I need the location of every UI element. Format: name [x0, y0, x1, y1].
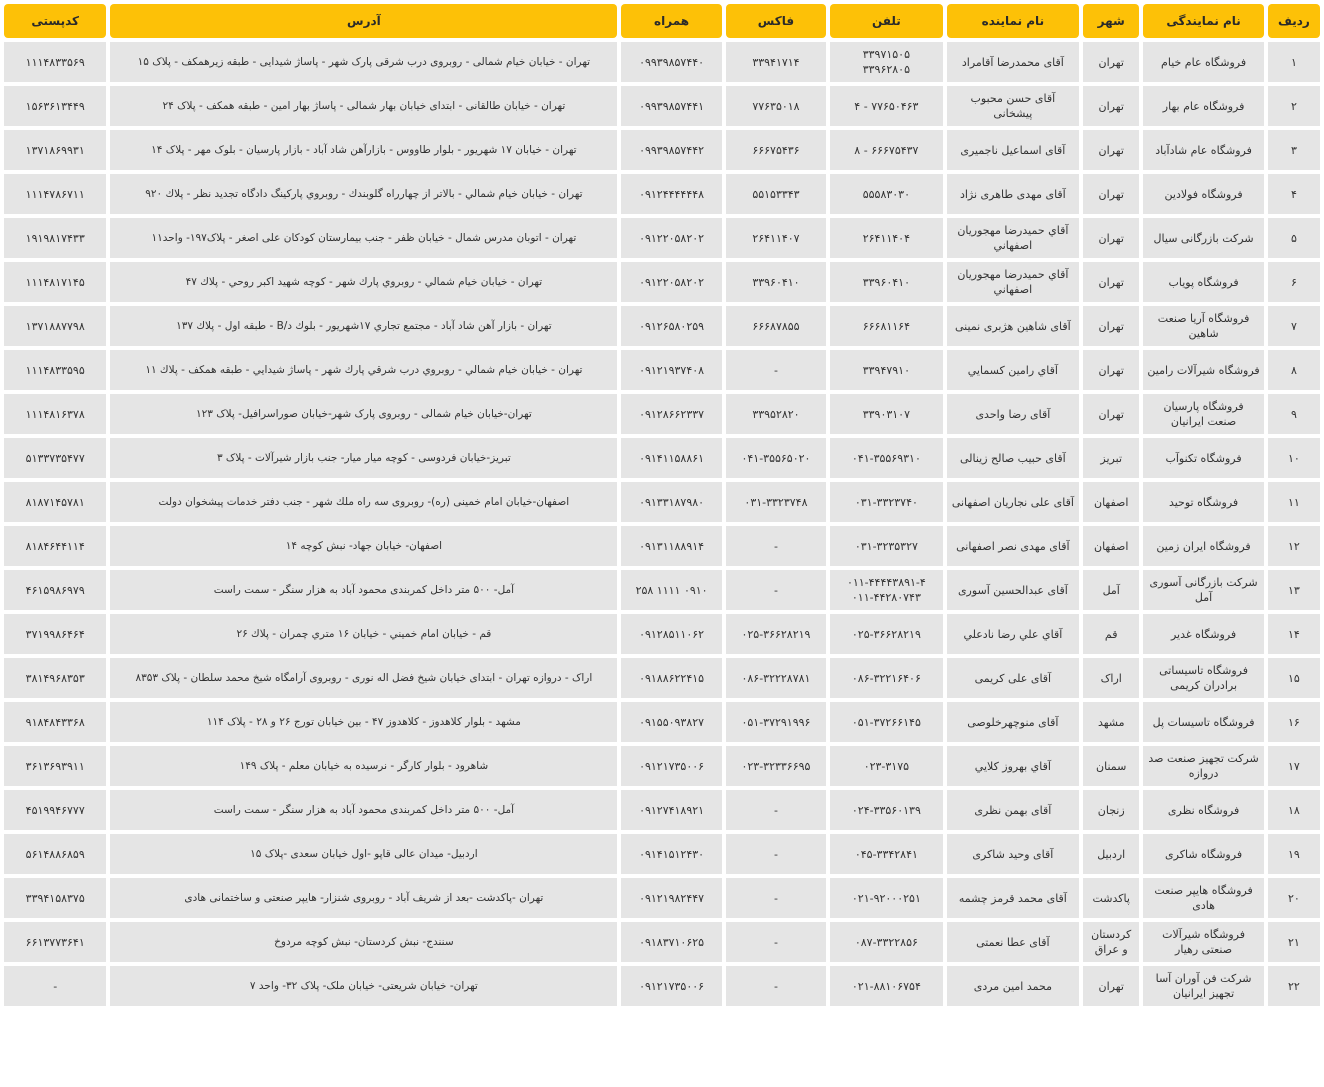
header-fax: فاکس: [726, 4, 826, 38]
cell-address: تهران -پاکدشت -بعد از شریف آباد - روبروی شنزار- هایپر صنعتی و ساختمانی هادی: [110, 878, 617, 918]
cell-mobile: ۰۹۱۳۱۱۸۸۹۱۴: [621, 526, 721, 566]
cell-agency-name: فروشگاه هایپر صنعت هادی: [1143, 878, 1263, 918]
cell-fax: ۳۳۹۵۲۸۲۰: [726, 394, 826, 434]
cell-row-no: ۶: [1268, 262, 1320, 302]
cell-rep-name: آقای محمدرضا آقامراد: [947, 42, 1080, 82]
cell-city: تهران: [1083, 306, 1139, 346]
cell-rep-name: آقای حسن محبوب پیشخانی: [947, 86, 1080, 126]
cell-city: آمل: [1083, 570, 1139, 610]
cell-postal-code: ۱۳۷۱۸۸۷۷۹۸: [4, 306, 106, 346]
table-row: [4, 262, 1320, 302]
phone-line: ۳۳۹۷۱۵۰۵: [862, 48, 910, 61]
cell-fax: -: [726, 966, 826, 1006]
cell-agency-name: فروشگاه شاکری: [1143, 834, 1263, 874]
cell-fax: ۶۶۶۷۵۴۳۶: [726, 130, 826, 170]
cell-rep-name: آقای رضا واحدی: [947, 394, 1080, 434]
phone-line: ۶۶۶۸۱۱۶۴: [862, 319, 910, 333]
cell-row-no: ۱۰: [1268, 438, 1320, 478]
cell-agency-name: فروشگاه عام خیام: [1143, 42, 1263, 82]
cell-rep-name: آقای حبیب صالح زینالی: [947, 438, 1080, 478]
cell-address: اراک - دروازه تهران - ابتدای خیابان شیخ فضل اله نوری - روبروی آرامگاه شیخ محمد سلطان - پلاک ۸۳۵۳: [110, 658, 617, 698]
table-row: [4, 790, 1320, 830]
header-city: شهر: [1083, 4, 1139, 38]
cell-rep-name: محمد امین مردی: [947, 966, 1080, 1006]
cell-row-no: ۲۰: [1268, 878, 1320, 918]
cell-fax: ۵۵۱۵۳۳۴۳: [726, 174, 826, 214]
cell-phone: [830, 174, 942, 214]
cell-address: تهران - خيابان خيام شمالي - روبروي پارك شهر - كوچه شهيد اكبر روحي - پلاك ۴۷: [110, 262, 617, 302]
table-row: [4, 130, 1320, 170]
header-address: آدرس: [110, 4, 617, 38]
cell-agency-name: فروشگاه شیرآلات رامین: [1143, 350, 1263, 390]
header-row: [4, 4, 1320, 38]
cell-fax: ۰۲۵-۳۶۶۲۸۲۱۹: [726, 614, 826, 654]
cell-agency-name: فروشگاه ایران زمین: [1143, 526, 1263, 566]
table-row: [4, 658, 1320, 698]
cell-rep-name: آقاي حميدرضا مهجوريان اصفهاني: [947, 218, 1080, 258]
cell-row-no: ۱۱: [1268, 482, 1320, 522]
header-row-no: ردیف: [1268, 4, 1320, 38]
cell-city: پاکدشت: [1083, 878, 1139, 918]
cell-address: اصفهان- خیابان جهاد- نبش کوچه ۱۴: [110, 526, 617, 566]
cell-address: تهران - بازار آهن شاد آباد - مجتمع تجاري ۱۷شهريور - بلوك د/B - طبقه اول - پلاك ۱۳۷: [110, 306, 617, 346]
cell-address: مشهد - بلوار کلاهدوز - کلاهدوز ۴۷ - بین خیابان تورج ۲۶ و ۲۸ - پلاک ۱۱۴: [110, 702, 617, 742]
table-body: [4, 42, 1320, 1006]
cell-phone: [830, 526, 942, 566]
phone-line: ۰۳۱-۳۳۲۳۷۴۰: [854, 495, 918, 509]
cell-mobile: ۰۹۱۴۱۵۱۲۴۳۰: [621, 834, 721, 874]
cell-row-no: ۸: [1268, 350, 1320, 390]
cell-mobile: ۰۹۹۳۹۸۵۷۴۴۰: [621, 42, 721, 82]
cell-city: تهران: [1083, 966, 1139, 1006]
cell-postal-code: ۳۳۹۴۱۵۸۳۷۵: [4, 878, 106, 918]
cell-city: تهران: [1083, 262, 1139, 302]
cell-postal-code: ۱۱۱۴۷۸۶۷۱۱: [4, 174, 106, 214]
cell-fax: -: [726, 922, 826, 962]
cell-row-no: ۱۹: [1268, 834, 1320, 874]
cell-agency-name: فروشگاه شیرآلات صنعتی رهیار: [1143, 922, 1263, 962]
cell-rep-name: آقای علی نجاریان اصفهانی: [947, 482, 1080, 522]
cell-postal-code: ۱۱۱۴۸۳۳۵۶۹: [4, 42, 106, 82]
cell-row-no: ۱۵: [1268, 658, 1320, 698]
cell-postal-code: ۴۵۱۹۹۴۶۷۷۷: [4, 790, 106, 830]
phone-line: ۰۳۱-۳۲۳۵۳۲۷: [854, 539, 918, 553]
cell-postal-code: ۶۶۱۳۷۷۳۶۴۱: [4, 922, 106, 962]
phone-line: ۲۶۴۱۱۴۰۴: [862, 231, 910, 245]
cell-row-no: ۱۳: [1268, 570, 1320, 610]
cell-city: کردستان و عراق: [1083, 922, 1139, 962]
cell-postal-code: ۳۷۱۹۹۸۶۴۶۴: [4, 614, 106, 654]
cell-phone: [830, 42, 942, 82]
cell-phone: [830, 306, 942, 346]
table-row: [4, 570, 1320, 610]
cell-mobile: ۰۹۱۲۲۰۵۸۲۰۲: [621, 218, 721, 258]
cell-postal-code: ۱۱۱۴۸۱۶۳۷۸: [4, 394, 106, 434]
cell-phone: [830, 966, 942, 1006]
cell-agency-name: فروشگاه پویاب: [1143, 262, 1263, 302]
cell-phone: [830, 86, 942, 126]
table-row: [4, 878, 1320, 918]
phone-line: ۰۴۵-۳۳۴۲۸۴۱: [854, 847, 918, 861]
cell-fax: -: [726, 878, 826, 918]
cell-agency-name: فروشگاه پارسیان صنعت ایرانیان: [1143, 394, 1263, 434]
cell-phone: [830, 130, 942, 170]
cell-postal-code: ۳۶۱۳۶۹۳۹۱۱: [4, 746, 106, 786]
cell-phone: [830, 394, 942, 434]
cell-rep-name: آقاي حميدرضا مهجوريان اصفهاني: [947, 262, 1080, 302]
cell-rep-name: آقای اسماعیل ناجمیری: [947, 130, 1080, 170]
cell-fax: ۷۷۶۳۵۰۱۸: [726, 86, 826, 126]
phone-line: ۷۷۶۵۰۴۶۳ - ۴: [854, 99, 919, 113]
phone-line: ۳۳۹۴۷۹۱۰: [862, 363, 910, 377]
cell-postal-code: ۹۱۸۴۸۴۳۳۶۸: [4, 702, 106, 742]
cell-address: تهران - خیابان خیام شمالی - روبروی درب شرقی پارک شهر - پاساژ شیدایی - طبقه زیرهمکف - پلاک ۱۵: [110, 42, 617, 82]
cell-postal-code: ۱۵۶۳۶۱۳۴۴۹: [4, 86, 106, 126]
cell-agency-name: فروشگاه آریا صنعت شاهین: [1143, 306, 1263, 346]
cell-mobile: ۰۹۱۸۸۶۲۲۴۱۵: [621, 658, 721, 698]
cell-agency-name: شرکت تجهیز صنعت صد دروازه: [1143, 746, 1263, 786]
cell-address: تهران - خیابان خیام شمالي - بالاتر از چهارراه گلوبندك - روبروي پاركينگ دادگاه تجديد نظر - پلاك ۹۲۰: [110, 174, 617, 214]
cell-fax: ۰۲۳-۳۲۳۳۶۶۹۵: [726, 746, 826, 786]
table-row: [4, 922, 1320, 962]
cell-rep-name: آقای شاهین هژبری نمینی: [947, 306, 1080, 346]
cell-mobile: ۰۹۱۲۲۰۵۸۲۰۲: [621, 262, 721, 302]
cell-row-no: ۱۲: [1268, 526, 1320, 566]
cell-address: تهران - خیابان ۱۷ شهریور - بلوار طاووس - بازارآهن شاد آباد - بازار پارسیان - بلوک مهر - پلاک ۱۴: [110, 130, 617, 170]
cell-postal-code: ۱۱۱۴۸۱۷۱۴۵: [4, 262, 106, 302]
cell-rep-name: آقاي رامين كسمايي: [947, 350, 1080, 390]
phone-line: ۳۳۹۶۰۴۱۰: [862, 275, 910, 289]
table-row: [4, 86, 1320, 126]
cell-agency-name: شرکت بازرگانی آسوری آمل: [1143, 570, 1263, 610]
cell-agency-name: فروشگاه تاسیسات پل: [1143, 702, 1263, 742]
table-row: [4, 306, 1320, 346]
cell-phone: [830, 218, 942, 258]
cell-phone: [830, 878, 942, 918]
cell-address: تهران - اتوبان مدرس شمال - خیابان ظفر - جنب بیمارستان کودکان علی اصغر - پلاک۱۹۷- واحد۱۱: [110, 218, 617, 258]
cell-phone: [830, 482, 942, 522]
cell-row-no: ۲: [1268, 86, 1320, 126]
table-row: [4, 438, 1320, 478]
cell-phone: [830, 262, 942, 302]
cell-address: اصفهان-خیابان امام خمینی (ره)- روبروی سه راه ملك شهر - جنب دفتر خدمات پیشخوان دولت: [110, 482, 617, 522]
cell-rep-name: آقای مهدی نصر اصفهانی: [947, 526, 1080, 566]
cell-mobile: ۰۹۱۲۱۹۸۲۴۴۷: [621, 878, 721, 918]
cell-row-no: ۱۴: [1268, 614, 1320, 654]
cell-fax: ۰۴۱-۳۵۵۶۵۰۲۰: [726, 438, 826, 478]
table-row: [4, 834, 1320, 874]
cell-city: اردبیل: [1083, 834, 1139, 874]
cell-mobile: ۰۹۱۲۶۵۸۰۲۵۹: [621, 306, 721, 346]
cell-rep-name: آقاي بهروز كلايي: [947, 746, 1080, 786]
cell-postal-code: ۸۱۸۴۶۴۴۱۱۴: [4, 526, 106, 566]
phone-line: ۰۲۱-۸۸۱۰۶۷۵۴: [851, 979, 921, 993]
cell-postal-code: ۵۱۳۳۷۳۵۴۷۷: [4, 438, 106, 478]
cell-mobile: ۰۹۱۲۱۷۳۵۰۰۶: [621, 966, 721, 1006]
cell-agency-name: فروشگاه توحید: [1143, 482, 1263, 522]
cell-phone: [830, 922, 942, 962]
cell-address: تهران-خیابان خیام شمالی - روبروی پارک شهر-خیابان صوراسرافیل- پلاک ۱۲۳: [110, 394, 617, 434]
cell-fax: ۲۶۴۱۱۴۰۷: [726, 218, 826, 258]
cell-address: تبریز-خیابان فردوسی - کوچه میار میار- جنب بازار شیرآلات - پلاک ۳: [110, 438, 617, 478]
cell-postal-code: ۸۱۸۷۱۴۵۷۸۱: [4, 482, 106, 522]
cell-address: قم - خيابان امام خميني - خيابان ۱۶ متري چمران - پلاك ۲۶: [110, 614, 617, 654]
cell-address: تهران - خیابان طالقانی - ابتدای خیابان بهار شمالی - پاساژ بهار امین - طبقه همکف - پلاک ۲۴: [110, 86, 617, 126]
cell-fax: ۰۳۱-۳۳۲۳۷۴۸: [726, 482, 826, 522]
cell-phone: [830, 614, 942, 654]
table-row: [4, 394, 1320, 434]
cell-city: قم: [1083, 614, 1139, 654]
cell-phone: [830, 350, 942, 390]
header-postal-code: کدپستی: [4, 4, 106, 38]
cell-address: سنندج- نبش کردستان- نبش کوچه مردوخ: [110, 922, 617, 962]
table-row: [4, 614, 1320, 654]
cell-city: تهران: [1083, 394, 1139, 434]
phone-line: ۰۱۱-۴۴۲۸۰۷۴۳: [851, 591, 921, 604]
table-row: [4, 482, 1320, 522]
phone-line: ۰۱۱-۴۴۴۴۳۸۹۱-۴: [846, 576, 926, 589]
cell-city: تبریز: [1083, 438, 1139, 478]
phone-line: ۶۶۶۷۵۴۳۷ - ۸: [854, 143, 919, 157]
cell-row-no: ۲۲: [1268, 966, 1320, 1006]
cell-city: اصفهان: [1083, 526, 1139, 566]
cell-row-no: ۱: [1268, 42, 1320, 82]
header-mobile: همراه: [621, 4, 721, 38]
phone-line: ۳۳۹۰۳۱۰۷: [862, 407, 910, 421]
cell-fax: ۰۸۶-۳۲۲۲۸۷۸۱: [726, 658, 826, 698]
cell-row-no: ۱۶: [1268, 702, 1320, 742]
table-row: [4, 174, 1320, 214]
table-row: [4, 218, 1320, 258]
cell-phone: [830, 702, 942, 742]
phone-line: ۰۲۴-۳۳۵۶۰۱۳۹: [851, 803, 921, 817]
cell-address: آمل- ۵۰۰ متر داخل کمربندی محمود آباد به هزار سنگر - سمت راست: [110, 570, 617, 610]
cell-city: اصفهان: [1083, 482, 1139, 522]
table-row: [4, 350, 1320, 390]
phone-line: ۰۸۷-۳۳۲۲۸۵۶: [854, 935, 918, 949]
table-row: [4, 526, 1320, 566]
phone-line: ۰۵۱-۳۷۲۶۶۱۴۵: [851, 715, 921, 729]
cell-mobile: ۰۹۱۲۸۶۶۲۳۳۷: [621, 394, 721, 434]
cell-row-no: ۹: [1268, 394, 1320, 434]
cell-postal-code: ۱۱۱۴۸۳۳۵۹۵: [4, 350, 106, 390]
cell-agency-name: شرکت بازرگانی سیال: [1143, 218, 1263, 258]
cell-rep-name: آقاي علي رضا نادعلي: [947, 614, 1080, 654]
cell-row-no: ۱۷: [1268, 746, 1320, 786]
cell-mobile: ۰۹۱۲۱۷۳۵۰۰۶: [621, 746, 721, 786]
cell-row-no: ۵: [1268, 218, 1320, 258]
cell-city: اراک: [1083, 658, 1139, 698]
table-row: [4, 42, 1320, 82]
cell-agency-name: فروشگاه نظری: [1143, 790, 1263, 830]
cell-mobile: ۰۹۱۵۵۰۹۳۸۲۷: [621, 702, 721, 742]
cell-agency-name: فروشگاه عام بهار: [1143, 86, 1263, 126]
cell-phone: [830, 570, 942, 610]
table-row: [4, 746, 1320, 786]
cell-row-no: ۷: [1268, 306, 1320, 346]
cell-postal-code: -: [4, 966, 106, 1006]
header-rep-name: نام نماینده: [947, 4, 1080, 38]
cell-mobile: ۰۹۱۲۷۴۱۸۹۲۱: [621, 790, 721, 830]
phone-line: ۰۲۵-۳۶۶۲۸۲۱۹: [851, 627, 921, 641]
cell-fax: ۳۳۹۶۰۴۱۰: [726, 262, 826, 302]
cell-postal-code: ۵۶۱۴۸۸۶۸۵۹: [4, 834, 106, 874]
cell-rep-name: آقای مهدی طاهری نژاد: [947, 174, 1080, 214]
cell-fax: -: [726, 350, 826, 390]
cell-city: تهران: [1083, 350, 1139, 390]
cell-postal-code: ۱۹۱۹۸۱۷۴۳۳: [4, 218, 106, 258]
cell-fax: ۳۳۹۴۱۷۱۴: [726, 42, 826, 82]
cell-city: تهران: [1083, 218, 1139, 258]
cell-mobile: ۰۹۹۳۹۸۵۷۴۴۲: [621, 130, 721, 170]
cell-row-no: ۲۱: [1268, 922, 1320, 962]
cell-phone: [830, 746, 942, 786]
cell-postal-code: ۳۸۱۴۹۶۸۳۵۳: [4, 658, 106, 698]
cell-address: آمل- ۵۰۰ متر داخل کمربندی محمود آباد به هزار سنگر - سمت راست: [110, 790, 617, 830]
cell-fax: ۶۶۶۸۷۸۵۵: [726, 306, 826, 346]
cell-rep-name: آقای بهمن نظری: [947, 790, 1080, 830]
cell-address: تهران - خيابان خيام شمالي - روبروي درب شرقي پارك شهر - پاساژ شيدايي - طبقه همكف - پلاك ۱۱: [110, 350, 617, 390]
cell-phone: [830, 834, 942, 874]
cell-mobile: ۰۹۱۰ ۱۱۱۱ ۲۵۸: [621, 570, 721, 610]
cell-row-no: ۳: [1268, 130, 1320, 170]
cell-phone: [830, 790, 942, 830]
cell-phone: [830, 438, 942, 478]
cell-rep-name: آقای محمد قرمز چشمه: [947, 878, 1080, 918]
cell-city: مشهد: [1083, 702, 1139, 742]
cell-agency-name: فروشگاه غدیر: [1143, 614, 1263, 654]
cell-rep-name: آقای وحید شاکری: [947, 834, 1080, 874]
cell-address: تهران- خیابان شریعتی- خیابان ملک- پلاک ۳۲- واحد ۷: [110, 966, 617, 1006]
cell-phone: [830, 658, 942, 698]
cell-agency-name: فروشگاه فولادین: [1143, 174, 1263, 214]
cell-row-no: ۴: [1268, 174, 1320, 214]
cell-rep-name: آقای منوچهرخلوصی: [947, 702, 1080, 742]
cell-rep-name: آقای عطا نعمتی: [947, 922, 1080, 962]
cell-city: سمنان: [1083, 746, 1139, 786]
phone-line: ۵۵۵۸۳۰۳۰: [862, 187, 910, 201]
cell-mobile: ۰۹۱۴۱۱۵۸۸۶۱: [621, 438, 721, 478]
phone-line: ۰۲۳-۳۱۷۵: [863, 759, 910, 773]
cell-mobile: ۰۹۱۲۴۴۴۴۴۴۸: [621, 174, 721, 214]
cell-city: تهران: [1083, 174, 1139, 214]
cell-address: اردبیل- میدان عالی قاپو -اول خیابان سعدی -پلاک ۱۵: [110, 834, 617, 874]
table-row: [4, 702, 1320, 742]
phone-line: ۰۲۱-۹۲۰۰۰۲۵۱: [851, 891, 921, 905]
header-phone: تلفن: [830, 4, 942, 38]
cell-fax: -: [726, 526, 826, 566]
cell-mobile: ۰۹۱۳۳۱۸۷۹۸۰: [621, 482, 721, 522]
cell-row-no: ۱۸: [1268, 790, 1320, 830]
cell-rep-name: آقای عبدالحسین آسوری: [947, 570, 1080, 610]
cell-agency-name: فروشگاه تاسیساتی برادران کریمی: [1143, 658, 1263, 698]
cell-city: تهران: [1083, 86, 1139, 126]
table-row: [4, 966, 1320, 1006]
cell-mobile: ۰۹۱۲۸۵۱۱۰۶۲: [621, 614, 721, 654]
cell-fax: -: [726, 834, 826, 874]
cell-agency-name: فروشگاه عام شادآباد: [1143, 130, 1263, 170]
cell-address: شاهرود - بلوار کارگر - نرسیده به خیابان معلم - پلاک ۱۴۹: [110, 746, 617, 786]
cell-mobile: ۰۹۱۲۱۹۳۷۴۰۸: [621, 350, 721, 390]
cell-agency-name: شرکت فن آوران آسا تجهیز ایرانیان: [1143, 966, 1263, 1006]
phone-line: ۰۴۱-۳۵۵۶۹۳۱۰: [851, 451, 921, 465]
cell-fax: -: [726, 570, 826, 610]
cell-city: تهران: [1083, 130, 1139, 170]
cell-postal-code: ۴۶۱۵۹۸۶۹۷۹: [4, 570, 106, 610]
cell-fax: -: [726, 790, 826, 830]
phone-line: ۰۸۶-۳۲۲۱۶۴۰۶: [851, 671, 921, 685]
cell-mobile: ۰۹۱۸۳۷۱۰۶۲۵: [621, 922, 721, 962]
cell-city: تهران: [1083, 42, 1139, 82]
cell-city: زنجان: [1083, 790, 1139, 830]
cell-rep-name: آقای علی کریمی: [947, 658, 1080, 698]
cell-fax: ۰۵۱-۳۷۲۹۱۹۹۶: [726, 702, 826, 742]
cell-agency-name: فروشگاه تکنوآب: [1143, 438, 1263, 478]
cell-postal-code: ۱۳۷۱۸۶۹۹۳۱: [4, 130, 106, 170]
cell-mobile: ۰۹۹۳۹۸۵۷۴۴۱: [621, 86, 721, 126]
header-agency-name: نام نمایندگی: [1143, 4, 1263, 38]
phone-line: ۳۳۹۶۲۸۰۵: [862, 63, 910, 76]
